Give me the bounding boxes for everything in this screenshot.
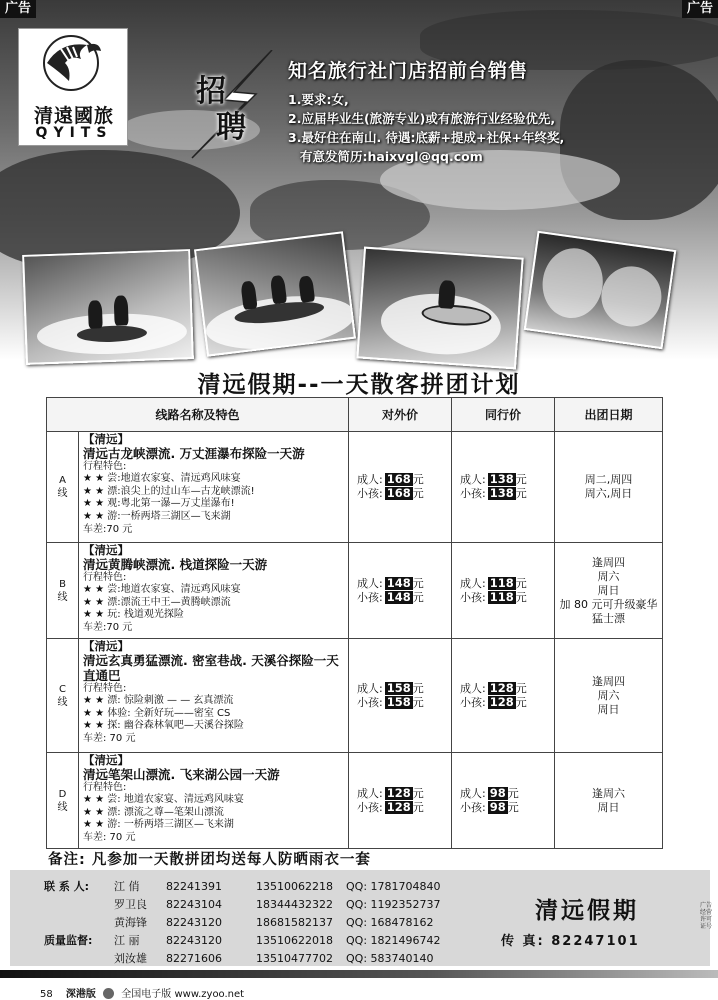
- public-price-cell: [349, 753, 452, 849]
- adult-label: 成人:: [357, 786, 383, 800]
- route-region-tag: 【清远】: [83, 753, 129, 767]
- contact-role: 联 系 人:: [44, 880, 90, 893]
- public-adult-price: 148: [386, 575, 411, 590]
- yuan-label: 元: [515, 576, 527, 590]
- route-region-tag: 【清远】: [83, 432, 129, 446]
- contact-name: 江 俏: [114, 880, 140, 893]
- waterfall-photo: [524, 231, 677, 350]
- bus-fee: 车差: 70 元: [83, 831, 136, 843]
- contact-qq: QQ: 1821496742: [346, 934, 441, 947]
- yuan-label: 元: [412, 800, 424, 814]
- peer-child-price: 138: [489, 486, 514, 500]
- yuan-label: 元: [515, 473, 527, 486]
- peer-price-cell: [452, 753, 555, 849]
- route-features-label: 行程特色:: [83, 571, 127, 583]
- contact-mobile: 13510477702: [256, 952, 333, 965]
- remark: 备注: 凡参加一天散拼团均送每人防晒雨衣一套: [48, 852, 371, 868]
- public-adult-price: 168: [386, 472, 411, 486]
- footer-bar: [0, 970, 718, 978]
- line-id: [47, 543, 79, 639]
- contact-tel: 82243120: [166, 934, 222, 947]
- peer-adult-price: 128: [489, 680, 514, 695]
- contact-qq: QQ: 1781704840: [346, 880, 441, 893]
- table-row: [47, 639, 663, 753]
- contact-qq: QQ: 583740140: [346, 952, 434, 965]
- public-price-cell: [349, 639, 452, 753]
- route-feature: ★ ★ 漂:浪尖上的过山车—古龙峡漂流!: [83, 485, 255, 497]
- line-id: [47, 639, 79, 753]
- recruit-email: 有意发简历:haixvgl@qq.com: [300, 149, 483, 164]
- route-region-tag: 【清远】: [83, 543, 129, 557]
- public-child-price: 168: [386, 486, 411, 500]
- edition-icon: [103, 988, 114, 999]
- adult-label: 成人:: [460, 786, 486, 800]
- table-row: [47, 753, 663, 849]
- departure-dates: [555, 543, 663, 639]
- departure-dates: [555, 432, 663, 543]
- bus-fee: 车差: 70 元: [83, 732, 136, 744]
- route-feature: ★ ★ 游:一桥两塔三湖区—飞来湖: [83, 510, 231, 522]
- public-price-cell: [349, 432, 452, 543]
- route-feature: ★ ★ 玩: 栈道观光探险: [83, 609, 184, 621]
- side-note: 广告经营许可证号: [700, 902, 713, 930]
- recruit-line: 3.最好住在南山. 待遇:底薪+提成+社保+年终奖,: [288, 130, 565, 145]
- yuan-label: 元: [412, 487, 424, 500]
- line-id-text: C 线: [57, 683, 68, 708]
- fax-number: 传 真: 82247101: [501, 934, 640, 949]
- peer-price-cell: [452, 432, 555, 543]
- contact-role: 质量监督:: [44, 934, 93, 947]
- contact-row: [34, 896, 474, 913]
- table-row: [47, 432, 663, 543]
- yuan-label: 元: [412, 681, 424, 695]
- departure-dates-text: 逢周四 周六 周日: [592, 674, 626, 716]
- contact-qq: QQ: 1192352737: [346, 898, 441, 911]
- peer-child-price: 98: [489, 799, 506, 814]
- route-cell: [79, 639, 349, 753]
- peer-child-price: 128: [489, 694, 514, 709]
- yuan-label: 元: [412, 590, 424, 604]
- recruit-badge: [190, 62, 270, 152]
- plan-title: 清远假期--一天散客拼团计划: [197, 372, 521, 398]
- route-features-label: 行程特色:: [83, 682, 127, 694]
- contact-row: [34, 950, 474, 967]
- child-label: 小孩:: [357, 590, 383, 604]
- child-label: 小孩:: [460, 590, 486, 604]
- peer-adult-price: 138: [489, 472, 514, 486]
- contact-name: 黄海锋: [114, 916, 147, 929]
- route-feature: ★ ★ 尝: 地道农家宴、清远鸡风味宴: [83, 794, 244, 806]
- contact-tel: 82243120: [166, 916, 222, 929]
- yuan-label: 元: [412, 695, 424, 709]
- page-number: 58: [40, 989, 53, 1000]
- child-label: 小孩:: [460, 695, 486, 709]
- public-child-price: 158: [386, 694, 411, 709]
- peer-adult-price: 118: [489, 575, 514, 590]
- adult-label: 成人:: [357, 473, 383, 486]
- recruit-title: 知名旅行社门店招前台销售: [288, 60, 529, 82]
- child-label: 小孩:: [357, 800, 383, 814]
- website: 全国电子版 www.zyoo.net: [121, 989, 245, 1000]
- public-price-cell: [349, 543, 452, 639]
- child-label: 小孩:: [460, 800, 486, 814]
- departure-dates: [555, 639, 663, 753]
- recruit-badge-char-1: 招: [196, 74, 226, 109]
- departure-dates-text: 周二,周四 周六,周日: [584, 473, 633, 500]
- logo-chinese-name: 清遠國旅: [33, 105, 114, 127]
- route-features-label: 行程特色:: [83, 781, 127, 793]
- yuan-label: 元: [515, 487, 527, 500]
- route-feature: ★ ★ 探: 幽谷森林氧吧—天溪谷探险: [83, 720, 244, 732]
- contact-name: 罗卫良: [114, 898, 147, 911]
- route-feature: ★ ★ 漂: 漂流之尊—笔架山漂流: [83, 806, 224, 818]
- contact-name: 江 丽: [114, 934, 140, 947]
- brand-block: [487, 880, 687, 960]
- child-label: 小孩:: [357, 695, 383, 709]
- bus-fee: 车差:70 元: [83, 621, 133, 633]
- contact-tel: 82241391: [166, 880, 222, 893]
- child-label: 小孩:: [357, 487, 383, 500]
- recruit-line: 1.要求:女,: [288, 92, 349, 107]
- footer: [40, 985, 244, 1000]
- route-name: 清远古龙峡漂流. 万丈涯瀑布探险一天游: [83, 445, 305, 461]
- route-name: 清远笔架山漂流. 飞来湖公园一天游: [83, 766, 280, 782]
- peer-price-cell: [452, 543, 555, 639]
- recruit-badge-char-2: 聘: [216, 110, 246, 145]
- route-feature: ★ ★ 漂: 惊险刺激 — — 玄真漂流: [83, 695, 234, 707]
- public-adult-price: 158: [386, 680, 411, 695]
- peer-child-price: 118: [489, 589, 514, 604]
- adult-label: 成人:: [357, 576, 383, 590]
- header-public-price: 对外价: [349, 398, 452, 432]
- route-feature: ★ ★ 体验: 全新好玩——密室 CS: [83, 707, 231, 719]
- yuan-label: 元: [515, 695, 527, 709]
- route-feature: ★ ★ 尝:地道农家宴、清远鸡风味宴: [83, 473, 241, 485]
- tour-plan-table: [46, 397, 663, 849]
- child-label: 小孩:: [460, 487, 486, 500]
- route-name: 清远黄腾峡漂流. 栈道探险一天游: [83, 556, 268, 572]
- contact-row: [34, 914, 474, 931]
- table-header-row: [47, 398, 663, 432]
- logo-english-name: QYITS: [35, 125, 113, 141]
- header-departure-date: 出团日期: [555, 398, 663, 432]
- adult-label: 成人:: [357, 681, 383, 695]
- rafting-photo-2: [194, 231, 356, 356]
- ox-emblem-icon: [41, 33, 105, 93]
- contact-row: [34, 878, 474, 895]
- route-cell: [79, 432, 349, 543]
- line-id: [47, 753, 79, 849]
- public-child-price: 148: [386, 589, 411, 604]
- yuan-label: 元: [412, 473, 424, 486]
- departure-dates-text: 逢周四 周六 周日 加 80 元可升级豪华 猛士漂: [559, 555, 658, 625]
- contact-name: 刘汝雄: [114, 952, 147, 965]
- ad-tag-right: 广告: [682, 0, 718, 18]
- peer-price-cell: [452, 639, 555, 753]
- adult-label: 成人:: [460, 473, 486, 486]
- line-id-text: A 线: [57, 475, 68, 499]
- bus-fee: 车差:70 元: [83, 523, 133, 535]
- line-id-text: D 线: [57, 788, 68, 813]
- route-feature: ★ ★ 尝:地道农家宴、清远鸡风味宴: [83, 584, 241, 596]
- peer-adult-price: 98: [489, 785, 506, 800]
- contact-mobile: 13510622018: [256, 934, 333, 947]
- yuan-label: 元: [515, 681, 527, 695]
- contact-mobile: 18681582137: [256, 916, 333, 929]
- route-cell: [79, 753, 349, 849]
- route-cell: [79, 543, 349, 639]
- departure-dates-text: 逢周六 周日: [592, 786, 626, 814]
- yuan-label: 元: [507, 800, 519, 814]
- adult-label: 成人:: [460, 681, 486, 695]
- yuan-label: 元: [507, 786, 519, 800]
- departure-dates: [555, 753, 663, 849]
- yuan-label: 元: [412, 786, 424, 800]
- header-peer-price: 同行价: [452, 398, 555, 432]
- recruit-line: 2.应届毕业生(旅游专业)或有旅游行业经验优先,: [288, 111, 556, 126]
- contact-tel: 82243104: [166, 898, 222, 911]
- route-feature: ★ ★ 观:粤北第一瀑—万丈崖瀑布!: [83, 498, 235, 510]
- yuan-label: 元: [515, 590, 527, 604]
- contact-tel: 82271606: [166, 952, 222, 965]
- public-adult-price: 128: [386, 785, 411, 800]
- route-feature: ★ ★ 漂:漂流王中王—黄腾峡漂流: [83, 596, 231, 608]
- route-region-tag: 【清远】: [83, 639, 129, 653]
- public-child-price: 128: [386, 799, 411, 814]
- table-row: [47, 543, 663, 639]
- line-id-text: B 线: [57, 578, 68, 603]
- route-feature: ★ ★ 游: 一桥两塔三湖区—飞来湖: [83, 819, 234, 831]
- brand-name: 清远假期: [535, 898, 639, 924]
- company-logo: [18, 28, 128, 146]
- contact-row: [34, 932, 474, 949]
- yuan-label: 元: [412, 576, 424, 590]
- contact-mobile: 13510062218: [256, 880, 333, 893]
- line-id: [47, 432, 79, 543]
- rafting-photo-1: [22, 249, 194, 365]
- ad-tag-left: 广告: [0, 0, 36, 18]
- rafting-photo-3: [356, 247, 523, 370]
- contact-mobile: 18344432322: [256, 898, 333, 911]
- adult-label: 成人:: [460, 576, 486, 590]
- recruit-notice: [288, 56, 708, 166]
- contact-qq: QQ: 168478162: [346, 916, 434, 929]
- route-features-label: 行程特色:: [83, 460, 127, 472]
- header-route-name: 线路名称及特色: [47, 398, 349, 432]
- route-name: 清远玄真勇猛漂流. 密室巷战. 天溪谷探险一天直通巴: [83, 652, 339, 683]
- edition-name: 深港版: [65, 989, 96, 1000]
